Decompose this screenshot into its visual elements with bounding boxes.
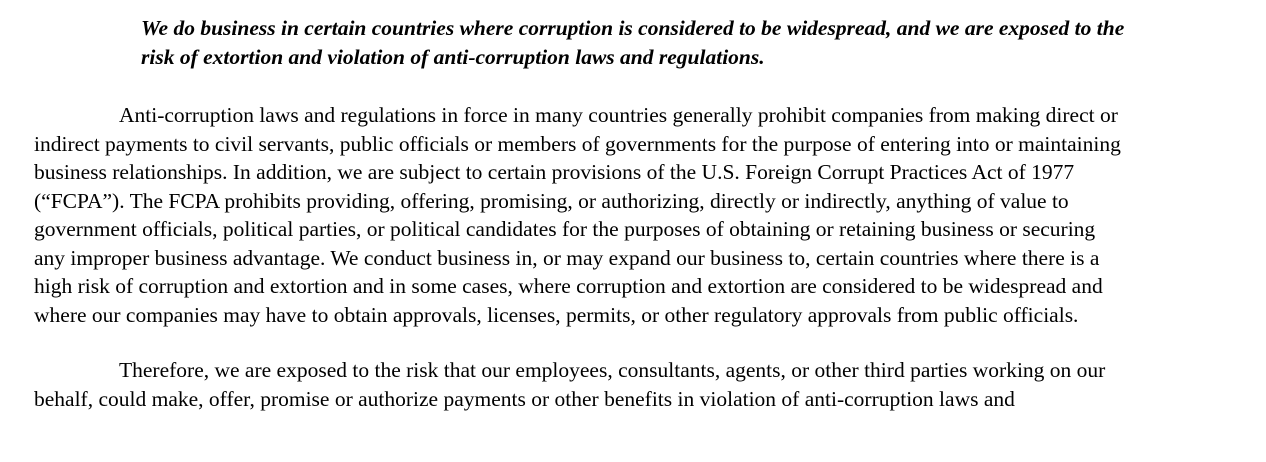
paragraph-1-line-3: business relationships. In addition, we are subject to certain provisions of the U.S. Foreign Corrupt Practices Act of 1977 — [34, 160, 1075, 184]
paragraph-2-line-2: behalf, could make, offer, promise or authorize payments or other benefits in violation of anti-corruption laws and — [34, 386, 1015, 411]
paragraph-1-line-4: (“FCPA”). The FCPA prohibits providing, offering, promising, or authorizing, directly or indirectly, anything of value to — [34, 188, 1069, 213]
paragraph-1-line-2: indirect payments to civil servants, public officials or members of governments for the purpose of entering into or maintaining — [34, 131, 1121, 156]
paragraph-1-line-5: government officials, political parties, or political candidates for the purposes of obtaining or retaining business or securing — [34, 217, 1096, 241]
paragraph-1-line-6: any improper business advantage. We conduct business in, or may expand our business to, certain countries where there is a — [34, 245, 1100, 270]
paragraph-1-line-1: Anti-corruption laws and regulations in force in many countries generally prohibit companies from making direct or — [119, 103, 1118, 127]
paragraph-2-line-1: Therefore, we are exposed to the risk that our employees, consultants, agents, or other third parties working on our — [119, 358, 1106, 382]
paragraph-1-line-7: high risk of corruption and extortion and in some cases, where corruption and extortion are considered to be widespread and — [34, 274, 1103, 298]
paragraph-1-line-8: where our companies may have to obtain approvals, licenses, permits, or other regulatory approvals from public officials. — [34, 302, 1079, 327]
section-heading — [141, 14, 1241, 71]
heading-line: We do business in certain countries where corruption is considered to be widespread, and we are exposed to the — [141, 16, 1125, 40]
heading-line: risk of extortion and violation of anti-corruption laws and regulations. — [141, 44, 765, 69]
